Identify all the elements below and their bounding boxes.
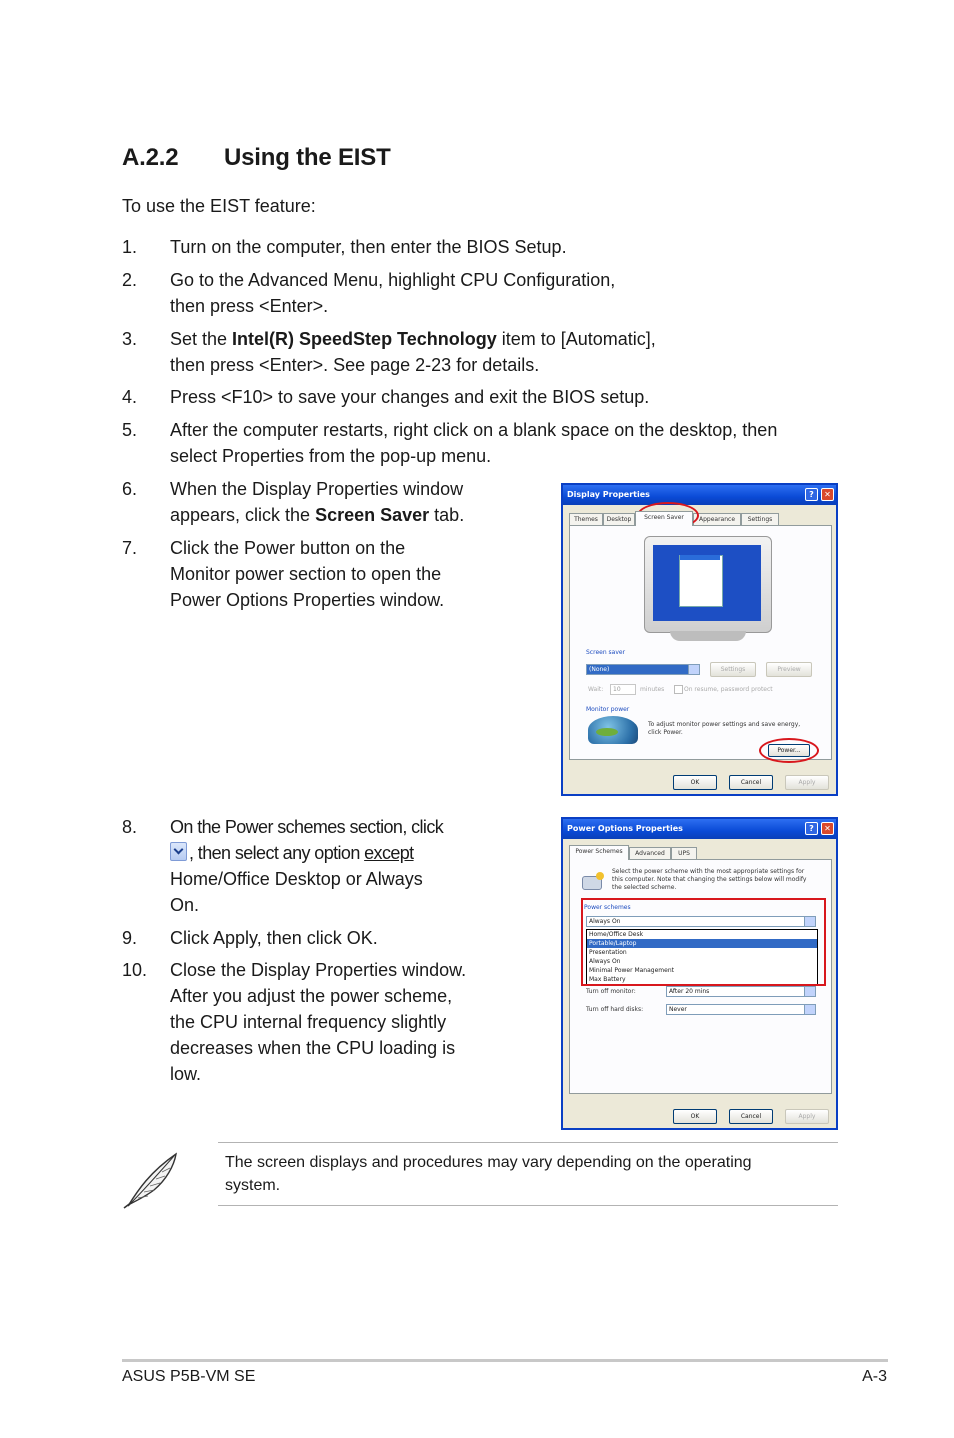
wait-label: Wait: xyxy=(588,686,604,693)
section-number: A.2.2 xyxy=(122,144,179,171)
list-item[interactable]: Minimal Power Management xyxy=(589,967,674,974)
intro-text: To use the EIST feature: xyxy=(122,196,316,216)
footer-rule xyxy=(122,1359,888,1362)
wait-input[interactable]: 10 xyxy=(610,684,636,695)
cancel-button[interactable]: Cancel xyxy=(729,775,773,790)
help-icon[interactable]: ? xyxy=(805,822,818,835)
list-item[interactable]: Presentation xyxy=(589,949,627,956)
tab-themes[interactable]: Themes xyxy=(569,513,603,525)
footer-product-name: ASUS P5B-VM SE xyxy=(122,1368,256,1385)
apply-button[interactable]: Apply xyxy=(785,1109,829,1124)
tab-advanced[interactable]: Advanced xyxy=(629,847,671,859)
tab-power-schemes[interactable]: Power Schemes xyxy=(569,845,629,860)
chevron-down-icon xyxy=(170,842,187,861)
ok-button[interactable]: OK xyxy=(673,1109,717,1124)
section-heading xyxy=(122,144,391,172)
monitor-power-text: To adjust monitor power settings and save energy, click Power. xyxy=(648,721,801,736)
list-item[interactable]: Home/Office Desk xyxy=(589,931,644,938)
globe-icon xyxy=(588,716,638,744)
chevron-down-icon xyxy=(804,1005,815,1014)
password-checkbox[interactable] xyxy=(674,685,683,694)
password-label: On resume, password protect xyxy=(684,686,773,693)
power-window-titlebar: Power Options Properties ? ✕ xyxy=(563,819,836,839)
ok-button[interactable]: OK xyxy=(673,775,717,790)
tab-settings[interactable]: Settings xyxy=(741,513,779,525)
note-text: The screen displays and procedures may vary depending on the operating system. xyxy=(225,1154,752,1194)
screen-saver-tab-ref: Screen Saver xyxy=(315,505,430,525)
turn-off-monitor-label: Turn off monitor: xyxy=(586,988,636,995)
highlight-box-power-schemes xyxy=(581,898,826,986)
tab-appearance[interactable]: Appearance xyxy=(693,513,741,525)
display-window-titlebar: Display Properties ? ✕ xyxy=(563,485,836,505)
minutes-label: minutes xyxy=(640,686,665,693)
tab-screen-saver[interactable]: Screen Saver xyxy=(635,511,693,526)
power-schemes-description: Select the power scheme with the most appropriate settings for this computer. Note that changing the settings below will modify the selected scheme. xyxy=(612,868,807,891)
help-icon[interactable]: ? xyxy=(805,488,818,501)
monitor-stand xyxy=(670,631,746,641)
close-icon[interactable]: ✕ xyxy=(821,488,834,501)
footer-page-number: A-3 xyxy=(862,1368,887,1385)
monitor-screen xyxy=(653,545,761,621)
display-properties-window xyxy=(561,483,838,796)
note-bottom-rule xyxy=(218,1205,838,1206)
apply-button[interactable]: Apply xyxy=(785,775,829,790)
cancel-button[interactable]: Cancel xyxy=(729,1109,773,1124)
list-item[interactable]: Always On xyxy=(589,958,621,965)
chevron-down-icon xyxy=(804,987,815,996)
highlight-ring-power xyxy=(759,738,819,763)
section-title: Using the EIST xyxy=(224,144,391,171)
close-icon[interactable]: ✕ xyxy=(821,822,834,835)
tab-ups[interactable]: UPS xyxy=(671,847,697,859)
screen-saver-group-label: Screen saver xyxy=(586,649,626,656)
list-item[interactable]: Portable/Laptop xyxy=(587,939,817,948)
preview-button[interactable]: Preview xyxy=(766,662,812,677)
settings-button[interactable]: Settings xyxy=(710,662,756,677)
turn-off-hdd-select[interactable]: Never xyxy=(666,1004,816,1015)
turn-off-monitor-select[interactable]: After 20 mins xyxy=(666,986,816,997)
tab-desktop[interactable]: Desktop xyxy=(603,513,635,525)
speedstep-item: Intel(R) SpeedStep Technology xyxy=(232,329,497,349)
screen-saver-panel xyxy=(569,525,832,760)
feather-pen-icon xyxy=(120,1150,182,1210)
chevron-down-icon xyxy=(688,665,699,674)
list-item[interactable]: Max Battery xyxy=(589,976,626,983)
monitor-preview xyxy=(644,536,772,633)
power-options-window xyxy=(561,817,838,1130)
screen-saver-select[interactable]: (None) xyxy=(586,664,700,675)
power-schemes-select[interactable]: Always On xyxy=(586,916,816,927)
turn-off-hdd-label: Turn off hard disks: xyxy=(586,1006,644,1013)
monitor-power-group-label: Monitor power xyxy=(586,706,630,713)
power-button[interactable]: Power... xyxy=(768,744,810,757)
note-top-rule xyxy=(218,1142,838,1143)
power-schemes-label: Power schemes xyxy=(584,904,631,911)
power-plug-icon xyxy=(580,870,606,892)
